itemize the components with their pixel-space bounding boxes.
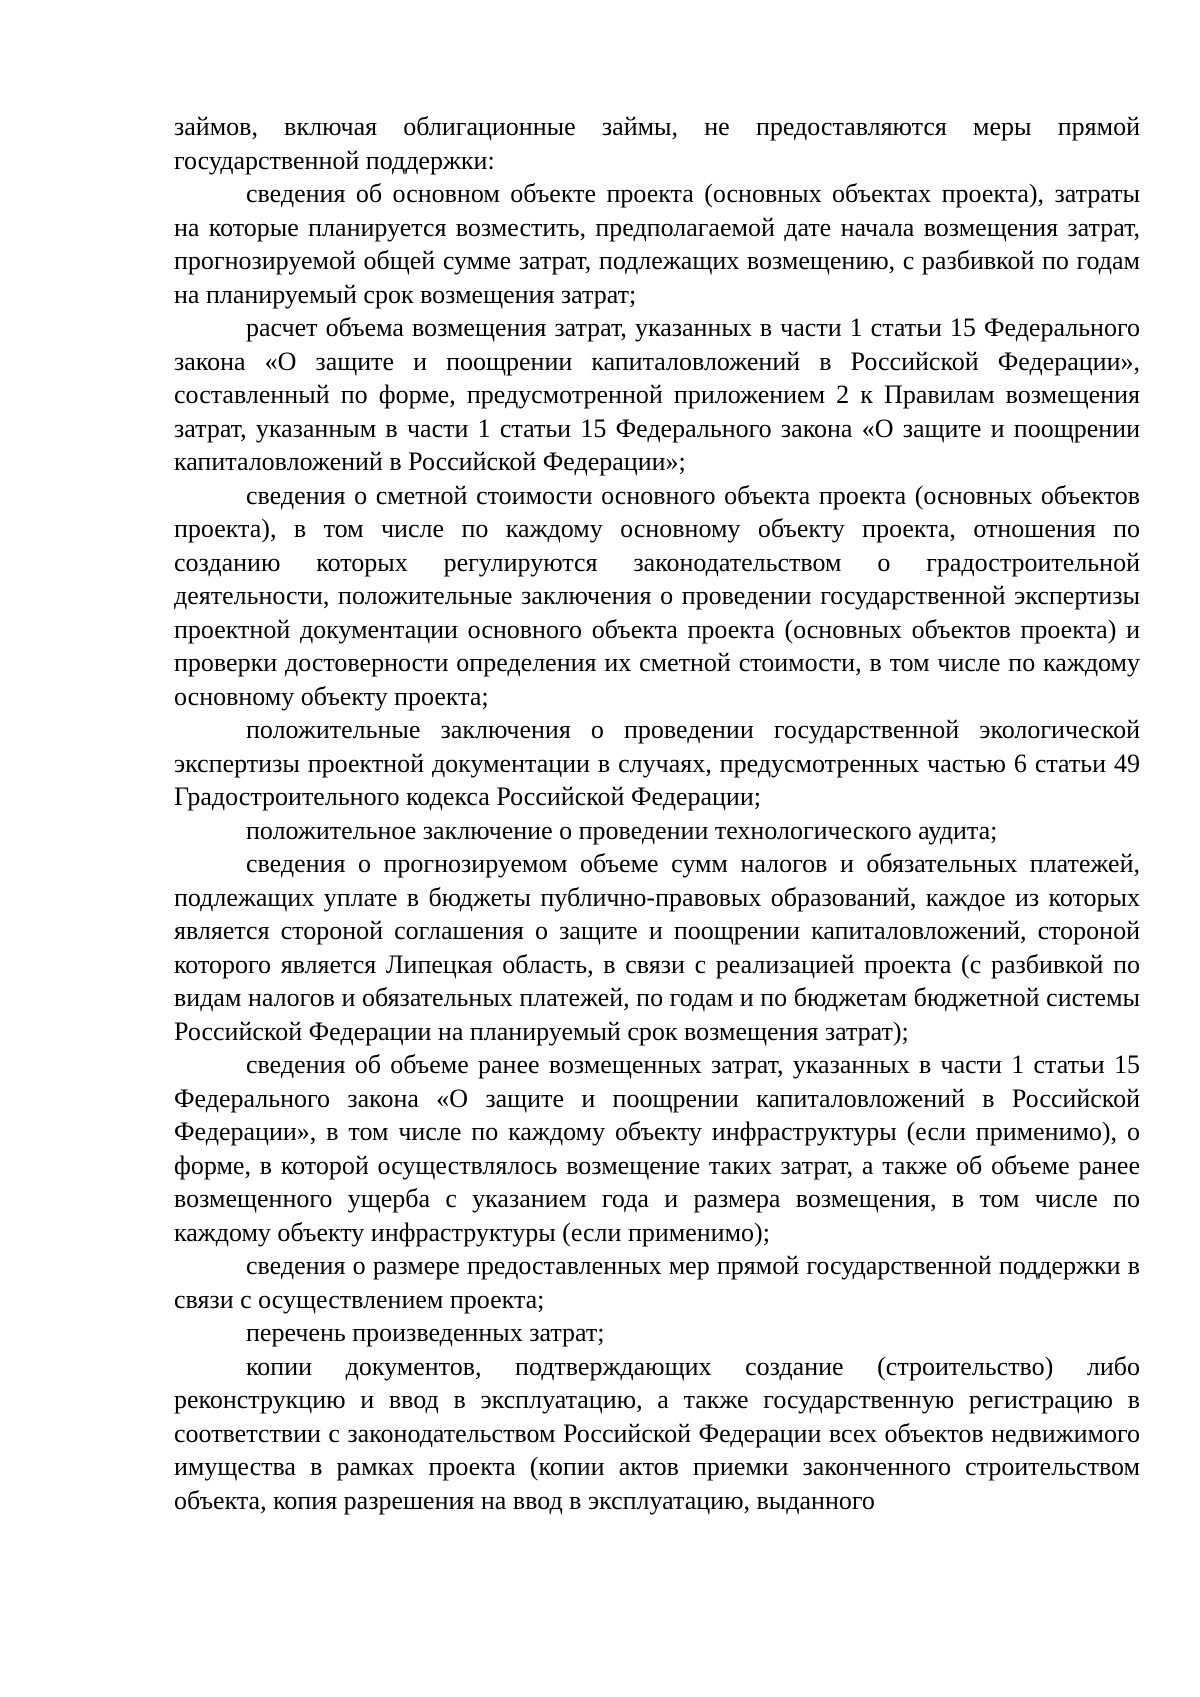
paragraph-document-copies: копии документов, подтверждающих создание (строительство) либо реконструкцию и ввод в эксплуатацию, а также государственную регистрацию в соответствии с законодательством Российской Федерации всех объектов недвижимого имущества в рамках проекта (копии актов приемки законченного строительством объекта, копия разрешения на ввод в эксплуатацию, выданного bbox=[174, 1351, 1140, 1515]
paragraph-state-support-measures: сведения о размере предоставленных мер прямой государственной поддержки в связи с осуществлением проекта; bbox=[174, 1251, 1140, 1314]
document-page bbox=[174, 110, 1140, 1517]
paragraph-technology-audit: положительное заключение о проведении технологического аудита; bbox=[246, 815, 998, 845]
paragraph-cost-reimbursement-calculation: расчет объема возмещения затрат, указанных в части 1 статьи 15 Федерального закона «О защите и поощрении капиталовложений в Российской Федерации», составленный по форме, предусмотренной приложением 2 к Правилам возмещения затрат, указанным в части 1 статьи 15 Федерального закона «О защите и поощрении капиталовложений в Российской Федерации»; bbox=[174, 313, 1140, 476]
paragraph-main-object-info: сведения об основном объекте проекта (основных объектах проекта), затраты на которые планируется возместить, предполагаемой дате начала возмещения затрат, прогнозируемой общей сумме затрат, подлежащих возмещению, с разбивкой по годам на планируемый срок возмещения затрат; bbox=[174, 179, 1140, 309]
paragraph-costs-list: перечень произведенных затрат; bbox=[246, 1318, 605, 1347]
paragraph-estimated-cost-info: сведения о сметной стоимости основного объекта проекта (основных объектов проекта), в том числе по каждому основному объекту проекта, отношения по созданию которых регулируются законодательством о градостроительной деятельности, положительные заключения о проведении государственной экспертизы проектной документации основного объекта проекта (основных объектов проекта) и проверки достоверности определения их сметной стоимости, в том числе по каждому основному объекту проекта; bbox=[174, 480, 1140, 711]
paragraph-environmental-expertise: положительные заключения о проведении государственной экологической экспертизы проектной документации в случаях, предусмотренных частью 6 статьи 49 Градостроительного кодекса Российской Федерации; bbox=[174, 715, 1140, 811]
paragraph-forecast-taxes: сведения о прогнозируемом объеме сумм налогов и обязательных платежей, подлежащих уплате в бюджеты публично-правовых образований, каждое из которых является стороной соглашения о защите и поощрении капиталовложений, стороной которого является Липецкая область, в связи с реализацией проекта (с разбивкой по видам налогов и обязательных платежей, по годам и по бюджетам бюджетной системы Российской Федерации на планируемый срок возмещения затрат); bbox=[174, 849, 1140, 1046]
paragraph-previous-reimbursements: сведения об объеме ранее возмещенных затрат, указанных в части 1 статьи 15 Федерального закона «О защите и поощрении капиталовложений в Российской Федерации», в том числе по каждому объекту инфраструктуры (если применимо), о форме, в которой осуществлялось возмещение таких затрат, а также об объеме ранее возмещенного ущерба с указанием года и размера возмещения, в том числе по каждому объекту инфраструктуры (если применимо); bbox=[174, 1050, 1140, 1247]
paragraph-continuation: займов, включая облигационные займы, не предоставляются меры прямой государственной поддержки: bbox=[174, 112, 1140, 175]
